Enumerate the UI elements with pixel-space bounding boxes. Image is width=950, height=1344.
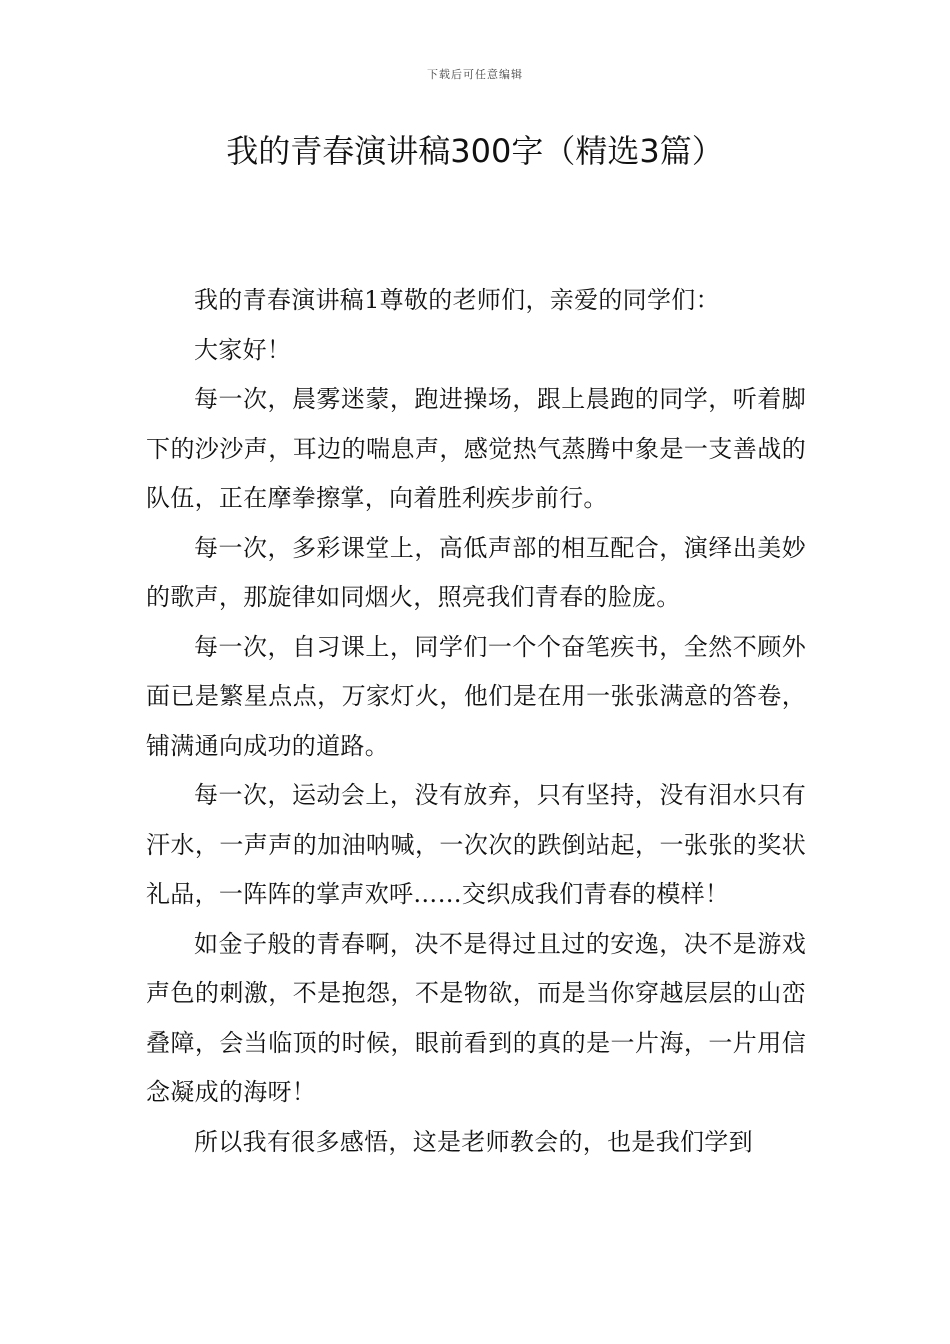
paragraph-sports-meet: 每一次，运动会上，没有放弃，只有坚持，没有泪水只有汗水，一声声的加油呐喊，一次次的跌倒站起，一张张的奖状礼品，一阵阵的掌声欢呼……交织成我们青春的模样！ bbox=[146, 781, 806, 908]
document-title: 我的青春演讲稿300字（精选3篇） bbox=[226, 132, 724, 170]
paragraph-hello: 大家好！ bbox=[194, 335, 292, 364]
paragraph-golden-youth: 如金子般的青春啊，决不是得过且过的安逸，决不是游戏声色的刺激，不是抱怨，不是物欲，而是当你穿越层层的山峦叠障，会当临顶的时候，眼前看到的真的是一片海，一片用信念凝成的海呀！ bbox=[146, 929, 806, 1106]
document-body bbox=[146, 276, 806, 1167]
paragraph-self-study: 每一次，自习课上，同学们一个个奋笔疾书，全然不顾外面已是繁星点点，万家灯火，他们是在用一张张满意的答卷，铺满通向成功的道路。 bbox=[146, 632, 806, 760]
paragraph-reflection: 所以我有很多感悟，这是老师教会的，也是我们学到 bbox=[194, 1127, 753, 1156]
paragraph-music-class: 每一次，多彩课堂上，高低声部的相互配合，演绎出美妙的歌声，那旋律如同烟火，照亮我们青春的脸庞。 bbox=[146, 533, 806, 611]
paragraph-greeting-line: 我的青春演讲稿1尊敬的老师们，亲爱的同学们： bbox=[194, 286, 720, 314]
paragraph-morning-run: 每一次，晨雾迷蒙，跑进操场，跟上晨跑的同学，听着脚下的沙沙声，耳边的喘息声，感觉热气蒸腾中象是一支善战的队伍，正在摩拳擦掌，向着胜利疾步前行。 bbox=[146, 385, 806, 512]
header-note: 下载后可任意编辑 bbox=[427, 68, 523, 81]
